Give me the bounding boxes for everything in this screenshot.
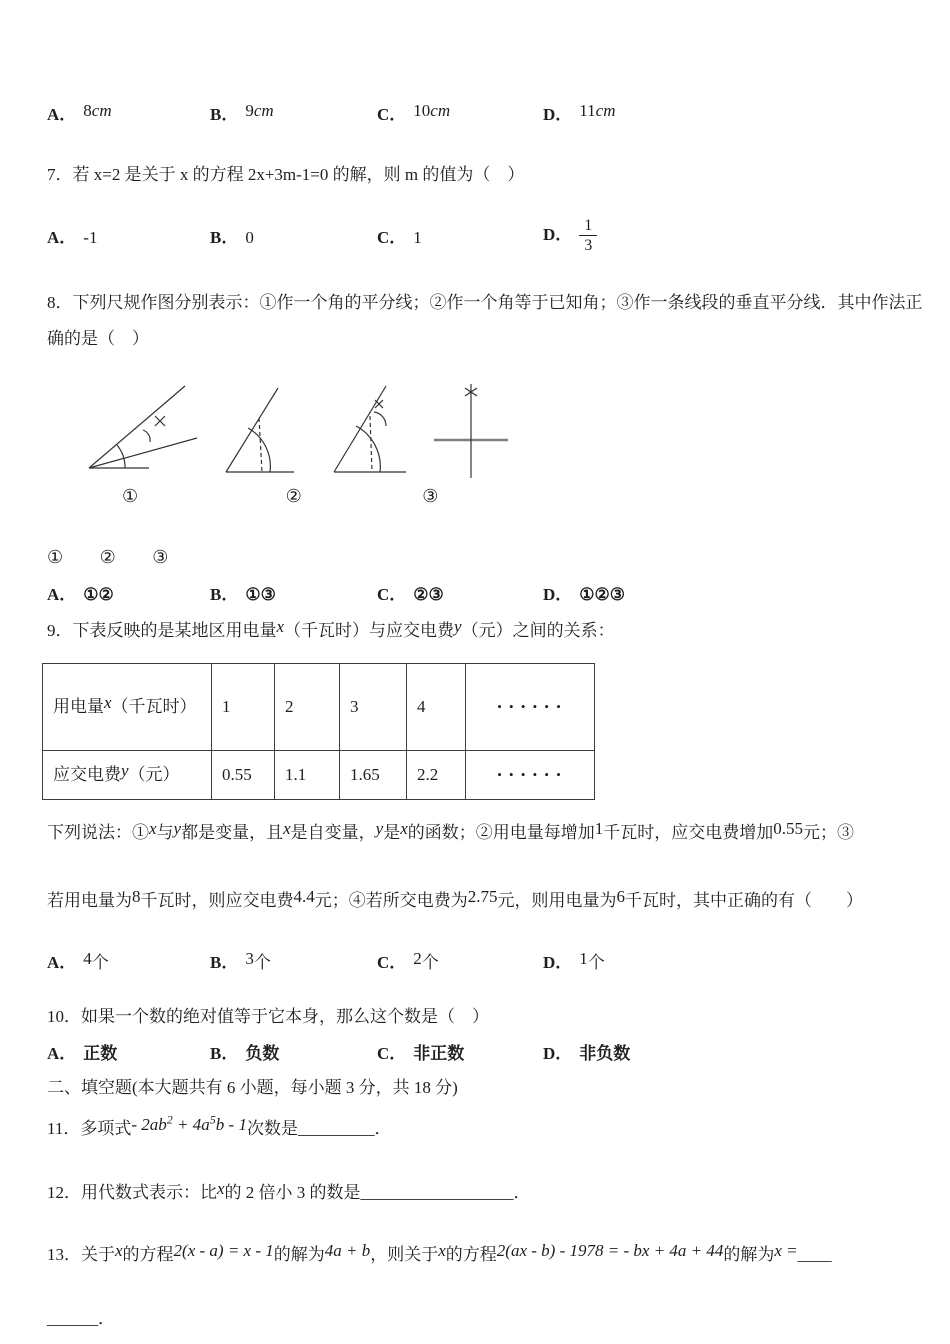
figure-label-2: ② xyxy=(285,486,302,507)
q13-blank: ____ xyxy=(797,1244,832,1264)
electricity-table xyxy=(42,663,595,800)
q9-option-a: A． 4个 xyxy=(47,948,109,972)
q7-option-c: C． 1 xyxy=(377,228,422,248)
usage-value-2: 2 xyxy=(275,663,340,750)
q10-option-c: C． 非正数 xyxy=(377,1043,465,1063)
fee-value-1: 0.55 xyxy=(212,750,275,799)
q8-options-row xyxy=(47,580,928,605)
figure-label-1: ① xyxy=(122,486,139,507)
q6-option-c: C． 10cm xyxy=(377,101,451,124)
q7-options-row xyxy=(47,217,928,255)
q9-option-d: D． 1个 xyxy=(543,948,605,972)
section2-title: 二、填空题(本大题共有 6 小题，每小题 3 分，共 18 分) xyxy=(47,1077,458,1097)
q9-option-c: C． 2个 xyxy=(377,948,439,972)
q7-text: 7．若 x=2 是关于 x 的方程 2x+3m-1=0 的解，则 m 的值为（ ） xyxy=(47,165,525,184)
q10-option-a: A． 正数 xyxy=(47,1043,118,1063)
q6-options-row xyxy=(47,100,928,125)
q7-option-b: B． 0 xyxy=(210,228,254,248)
copy-angle-figure-1-svg xyxy=(218,380,296,484)
perpendicular-bisector-figure-svg xyxy=(432,380,510,484)
q8-figure-labels xyxy=(47,486,928,507)
q13-solution-1: 4a + b xyxy=(324,1240,371,1260)
usage-value-3: 3 xyxy=(340,663,407,750)
fee-header-cell: 应交电费y（元） xyxy=(43,750,212,799)
q11-text: 11．多项式- $2ab^2 + 4a^5b - 1$次数是_________． xyxy=(47,1112,392,1139)
q13-equation-1: 2(x - a) = x - 1 xyxy=(173,1240,274,1260)
q6-option-a: A． 8cm xyxy=(47,101,112,124)
q8-text: 8．下列尺规作图分别表示：①作一个角的平分线；②作一个角等于已知角；③作一条线段的垂直平分线．其中作法正确的是（ ） xyxy=(47,292,923,348)
q8-option-a: A． ①② xyxy=(47,585,114,605)
variable-y: y xyxy=(454,617,462,637)
usage-dots-cell: • • • • • • xyxy=(466,663,595,750)
copy-angle-figure-2-svg xyxy=(328,380,408,484)
fee-value-4: 2.2 xyxy=(407,750,466,799)
q12-text: 12．用代数式表示：比x的 2 倍小 3 的数是__________________． xyxy=(47,1179,531,1202)
q11-polynomial: - $2ab^2 + 4a^5b - 1$ xyxy=(131,1112,247,1135)
q10-options-row xyxy=(47,1039,928,1064)
table-row-usage xyxy=(43,663,595,750)
q9-option-b: B． 3个 xyxy=(210,948,271,972)
construction-figure-angle-bisector xyxy=(85,380,200,484)
q13-blank-line2: ______． xyxy=(47,1309,115,1329)
q10-option-b: B． 负数 xyxy=(210,1043,280,1063)
q8-figures xyxy=(85,376,928,484)
q13-text: 13．关于x的方程2(x - a) = x - 1的解为4a + b，则关于x的方程2(ax - b) - 1978 = - bx + 4a + 44的解为x =____ xyxy=(47,1240,832,1264)
q8-option-d: D． ①②③ xyxy=(543,585,626,605)
q8-item-row xyxy=(47,547,928,568)
item-circle-3: ③ xyxy=(152,547,169,568)
fee-value-2: 1.1 xyxy=(275,750,340,799)
fee-value-3: 1.65 xyxy=(340,750,407,799)
q9-statement-line1: 下列说法：①x与y都是变量，且x是自变量，y是x的函数；②用电量每增加1千瓦时，应交电费增加0.55元；③ xyxy=(47,818,854,842)
fraction-one-third: $\frac{1}{3}$ xyxy=(579,217,597,255)
figure-label-3: ③ xyxy=(422,486,439,507)
variable-x: x xyxy=(276,617,285,637)
table-row-fee xyxy=(43,750,595,799)
variable-x: x xyxy=(217,1179,225,1198)
q8-option-b: B． ①③ xyxy=(210,585,276,605)
q10-text: 10．如果一个数的绝对值等于它本身，那么这个数是（ ） xyxy=(47,1006,489,1026)
q13-solution-var: x = xyxy=(774,1240,798,1260)
q9-text: 9．下表反映的是某地区用电量x（千瓦时）与应交电费y（元）之间的关系： xyxy=(47,617,615,641)
q7-option-d: D． $\frac{1}{3}$ xyxy=(543,217,928,255)
q9-options-row xyxy=(47,948,928,973)
usage-header-cell: 用电量x（千瓦时） xyxy=(43,663,212,750)
usage-value-4: 4 xyxy=(407,663,466,750)
construction-figure-copy-angle-1 xyxy=(218,380,296,484)
q8-option-c: C． ②③ xyxy=(377,585,444,605)
angle-bisector-figure-svg xyxy=(85,380,200,484)
item-circle-2: ② xyxy=(99,547,116,568)
usage-value-1: 1 xyxy=(212,663,275,750)
q13-equation-2: 2(ax - b) - 1978 = - bx + 4a + 44 xyxy=(496,1240,724,1260)
q6-option-d: D． 11cm xyxy=(543,101,616,124)
construction-figure-copy-angle-2 xyxy=(328,380,408,484)
construction-figure-perpendicular-bisector xyxy=(432,380,510,484)
fee-dots-cell: • • • • • • xyxy=(466,750,595,799)
q9-statement-line2: 若用电量为8千瓦时，则应交电费4.4元；④若所交电费为2.75元，则用电量为6千瓦时，其中正确的有（ ） xyxy=(47,886,863,910)
q10-option-d: D． 非负数 xyxy=(543,1043,631,1063)
item-circle-1: ① xyxy=(47,547,64,568)
q6-option-b: B． 9cm xyxy=(210,101,274,124)
q7-option-a: A． -1 xyxy=(47,228,98,248)
